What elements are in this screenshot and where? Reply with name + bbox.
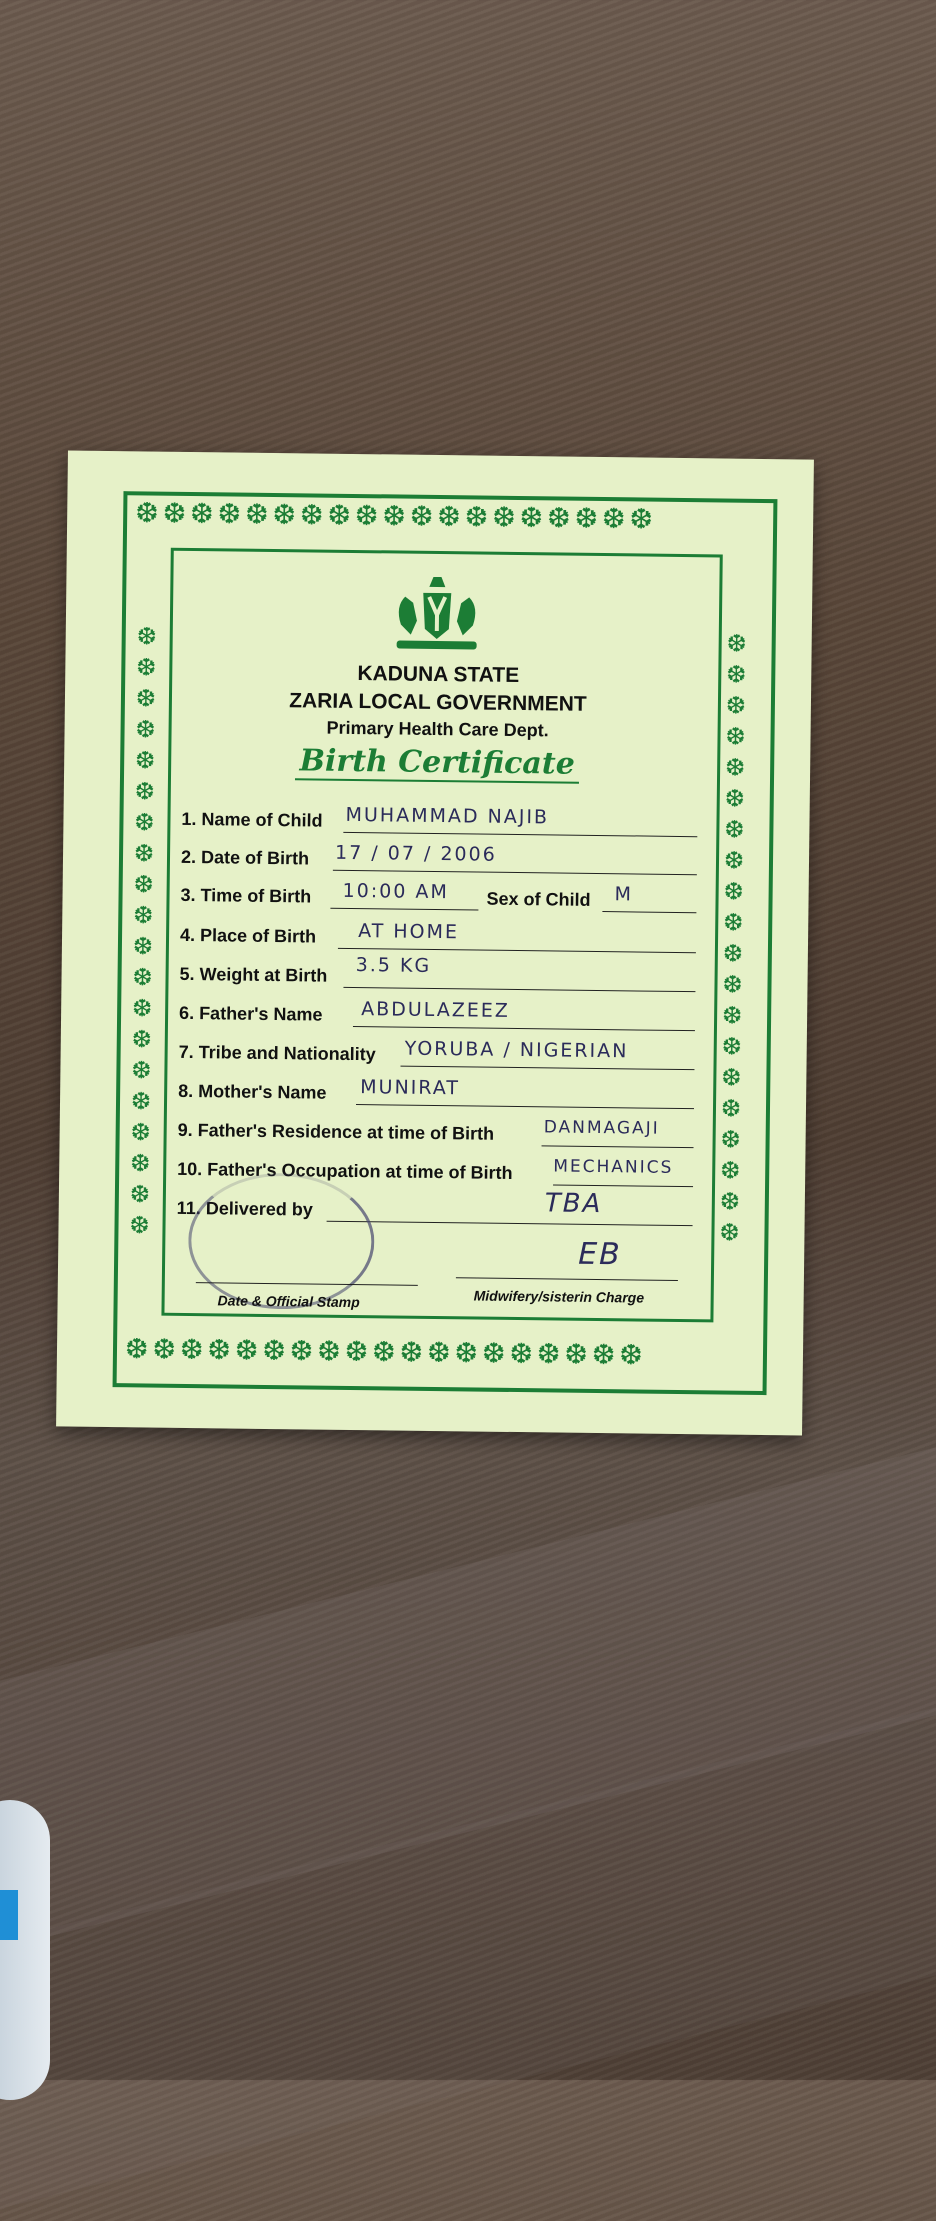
field-value-time: 10:00 AM [342, 879, 449, 904]
stamp-label: Date & Official Stamp [217, 1292, 360, 1311]
field-label-time: 3. Time of Birth [180, 884, 312, 907]
field-label-name: 1. Name of Child [181, 808, 323, 831]
field-label-residence: 9. Father's Residence at time of Birth [177, 1119, 495, 1144]
snowflake-border-icon: ❆❆❆❆❆❆❆❆❆❆❆❆❆❆❆❆❆❆❆ [124, 1332, 647, 1372]
official-stamp [188, 1172, 376, 1310]
birth-certificate [56, 450, 814, 1435]
field-value-occupation: MECHANICS [553, 1156, 674, 1178]
field-label-mother: 8. Mother's Name [178, 1080, 327, 1103]
midwife-label: Midwifery/sisterin Charge [473, 1287, 645, 1306]
field-value-father: ABDULAZEEZ [361, 998, 510, 1022]
local-government-heading: ZARIA LOCAL GOVERNMENT [289, 689, 587, 716]
field-value-sex: M [614, 883, 634, 906]
field-value-tribe: YORUBA / NIGERIAN [404, 1037, 629, 1063]
field-value-dob: 17 / 07 / 2006 [334, 841, 497, 866]
field-value-weight: 3.5 KG [355, 954, 432, 977]
department-heading: Primary Health Care Dept. [326, 717, 549, 741]
snowflake-border-icon: ❆❆❆❆❆❆❆❆❆❆❆❆❆❆❆❆❆❆❆ [135, 496, 658, 536]
field-label-weight: 5. Weight at Birth [179, 963, 328, 986]
state-heading: KADUNA STATE [357, 662, 520, 688]
snowflake-border-icon: ❆ ❆ ❆ ❆ ❆ ❆ ❆ ❆ ❆ ❆ ❆ ❆ ❆ ❆ ❆ ❆ ❆ ❆ ❆ ❆ [129, 622, 157, 1240]
field-value-delivered: TBA [544, 1188, 603, 1220]
field-label-tribe: 7. Tribe and Nationality [178, 1041, 376, 1065]
field-label-dob: 2. Date of Birth [180, 846, 310, 869]
nigerian-coat-of-arms-icon [389, 572, 486, 655]
field-value-residence: DANMAGAJI [543, 1117, 660, 1139]
snowflake-border-icon: ❆ ❆ ❆ ❆ ❆ ❆ ❆ ❆ ❆ ❆ ❆ ❆ ❆ ❆ ❆ ❆ ❆ ❆ ❆ ❆ [719, 629, 747, 1247]
field-label-occupation: 10. Father's Occupation at time of Birth [177, 1158, 513, 1183]
field-label-place: 4. Place of Birth [179, 924, 317, 947]
foot-slipper [0, 1800, 50, 2100]
field-value-name: MUHAMMAD NAJIB [345, 803, 550, 829]
field-label-father: 6. Father's Name [179, 1002, 323, 1025]
field-value-mother: MUNIRAT [360, 1076, 461, 1100]
midwife-signature: EB [577, 1236, 622, 1273]
field-value-place: AT HOME [358, 920, 460, 944]
field-label-sex: Sex of Child [486, 888, 591, 910]
slipper-tab [0, 1890, 18, 1940]
field-label-delivered: 11. Delivered by [176, 1197, 313, 1220]
certificate-title: Birth Certificate [64, 740, 810, 784]
